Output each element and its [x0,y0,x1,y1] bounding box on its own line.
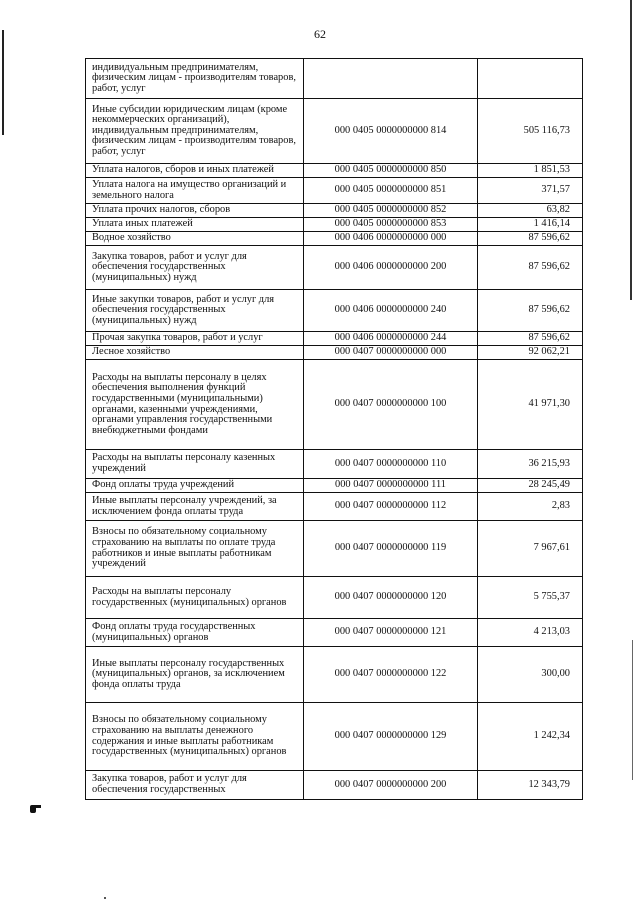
row-amount: 371,57 [478,178,583,204]
row-name: Фонд оплаты труда государственных (муниципальных) органов [86,619,304,647]
row-amount: 87 596,62 [478,332,583,346]
row-code: 000 0407 0000000000 119 [304,521,478,577]
row-code: 000 0405 0000000000 852 [304,204,478,218]
page-number: 62 [314,27,326,41]
row-code: 000 0406 0000000000 244 [304,332,478,346]
row-name: Уплата иных платежей [86,218,304,232]
row-name: индивидуальным предпринимателям, физическим лицам - производителям товаров, работ, услуг [86,59,304,99]
table-row [86,164,583,178]
row-amount: 1 416,14 [478,218,583,232]
row-amount: 1 242,34 [478,703,583,771]
table-row [86,521,583,577]
row-amount: 2,83 [478,493,583,521]
row-name: Иные субсидии юридическим лицам (кроме некоммерческих организаций), индивидуальным предпринимателям, физическим лицам - производителям товаров, работ, услуг [86,99,304,164]
table-row [86,346,583,360]
row-name: Иные выплаты персоналу учреждений, за исключением фонда оплаты труда [86,493,304,521]
row-code: 000 0407 0000000000 110 [304,450,478,479]
row-code [304,59,478,99]
row-code: 000 0407 0000000000 129 [304,703,478,771]
row-code: 000 0405 0000000000 853 [304,218,478,232]
table-row [86,493,583,521]
row-name: Закупка товаров, работ и услуг для обеспечения государственных (муниципальных) нужд [86,246,304,290]
table-row [86,290,583,332]
row-code: 000 0407 0000000000 000 [304,346,478,360]
row-amount: 36 215,93 [478,450,583,479]
row-amount: 5 755,37 [478,577,583,619]
table-row [86,218,583,232]
row-amount: 92 062,21 [478,346,583,360]
table-row [86,332,583,346]
row-name: Уплата налога на имущество организаций и земельного налога [86,178,304,204]
row-code: 000 0407 0000000000 122 [304,647,478,703]
table-row [86,232,583,246]
scan-border-line-right [630,0,632,300]
row-amount: 7 967,61 [478,521,583,577]
table-row [86,59,583,99]
table-row [86,771,583,800]
table-row [86,99,583,164]
row-code: 000 0407 0000000000 111 [304,479,478,493]
row-name: Расходы на выплаты персоналу в целях обеспечения выполнения функций государственными (муниципальными) органами, казенными учреждениями, органами управления государственными внебюджетными фондами [86,360,304,450]
table-row [86,360,583,450]
row-name: Уплата прочих налогов, сборов [86,204,304,218]
row-name: Прочая закупка товаров, работ и услуг [86,332,304,346]
row-amount: 12 343,79 [478,771,583,800]
row-name: Уплата налогов, сборов и иных платежей [86,164,304,178]
row-name: Взносы по обязательному социальному страхованию на выплаты денежного содержания и иные выплаты работникам государственных (муниципальных) органов [86,703,304,771]
row-code: 000 0407 0000000000 121 [304,619,478,647]
row-code: 000 0406 0000000000 000 [304,232,478,246]
row-name: Взносы по обязательному социальному страхованию на выплаты по оплате труда работников и иные выплаты работникам учреждений [86,521,304,577]
row-name: Закупка товаров, работ и услуг для обеспечения государственных [86,771,304,800]
table-row [86,619,583,647]
row-code: 000 0407 0000000000 120 [304,577,478,619]
table-row [86,703,583,771]
row-name: Иные закупки товаров, работ и услуг для обеспечения государственных (муниципальных) нужд [86,290,304,332]
table-row [86,479,583,493]
row-amount: 1 851,53 [478,164,583,178]
row-amount: 87 596,62 [478,232,583,246]
row-name: Лесное хозяйство [86,346,304,360]
row-code: 000 0405 0000000000 851 [304,178,478,204]
table-row [86,204,583,218]
row-code: 000 0407 0000000000 100 [304,360,478,450]
row-amount [478,59,583,99]
row-amount: 41 971,30 [478,360,583,450]
scan-border-line-left [2,30,4,135]
table-row [86,246,583,290]
row-code: 000 0405 0000000000 850 [304,164,478,178]
scan-border-line-right-lower [632,640,633,780]
row-name: Иные выплаты персоналу государственных (муниципальных) органов, за исключением фонда оплаты труда [86,647,304,703]
row-name: Фонд оплаты труда учреждений [86,479,304,493]
row-name: Расходы на выплаты персоналу казенных учреждений [86,450,304,479]
row-code: 000 0407 0000000000 112 [304,493,478,521]
row-amount: 87 596,62 [478,290,583,332]
row-code: 000 0405 0000000000 814 [304,99,478,164]
row-amount: 63,82 [478,204,583,218]
table-row [86,577,583,619]
row-amount: 300,00 [478,647,583,703]
row-amount: 4 213,03 [478,619,583,647]
row-amount: 505 116,73 [478,99,583,164]
table-row [86,178,583,204]
row-amount: 28 245,49 [478,479,583,493]
row-code: 000 0406 0000000000 240 [304,290,478,332]
table-row [86,647,583,703]
row-name: Водное хозяйство [86,232,304,246]
row-code: 000 0407 0000000000 200 [304,771,478,800]
row-code: 000 0406 0000000000 200 [304,246,478,290]
table-row [86,450,583,479]
budget-table [85,58,583,800]
row-amount: 87 596,62 [478,246,583,290]
scan-speck [104,897,106,899]
row-name: Расходы на выплаты персоналу государственных (муниципальных) органов [86,577,304,619]
